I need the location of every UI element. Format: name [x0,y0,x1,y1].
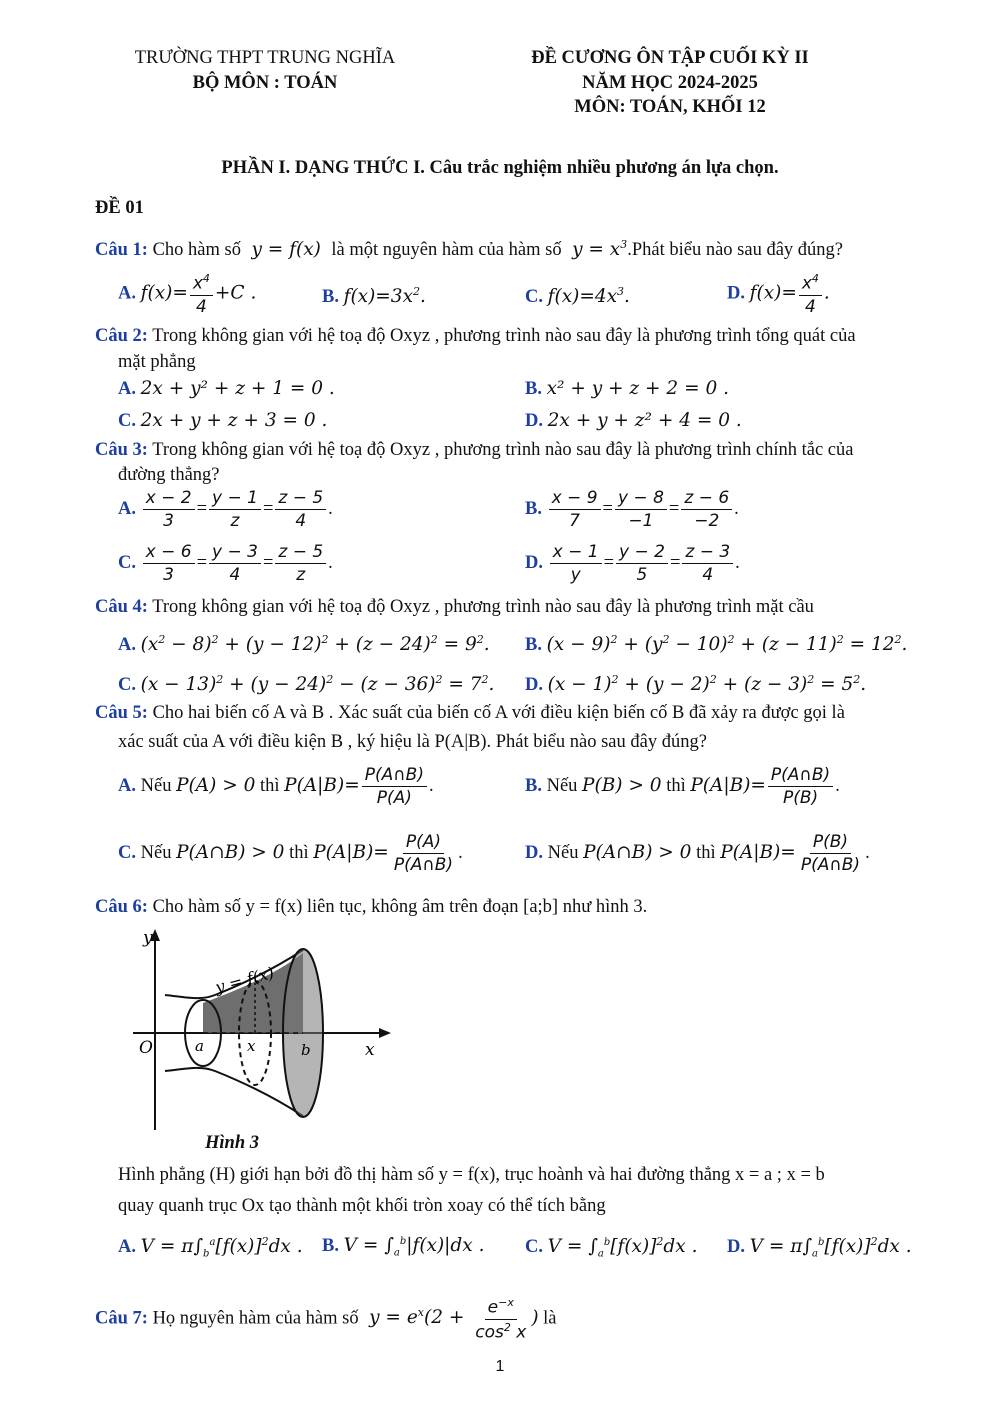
figure-solid-of-revolution [125,925,395,1140]
question-5: Câu 5: Cho hai biến cố A và B . Xác suất của biến cố A với điều kiện biến cố B đã xảy ra được gọi là [95,703,845,723]
q2-text-cont: mặt phẳng [118,352,196,372]
q5-option-d[interactable]: D. Nếu P(A∩B) > 0 thì P(A|B)= $\frac{P(B)}{P(A\cap B)}$ . [525,832,870,875]
svg-text:a: a [195,1037,204,1055]
q1-option-b[interactable]: B. $f(x)=3x^2$. [322,285,426,308]
q1-option-a[interactable]: A. f(x)= $\frac{x^4}{4}$ +C . [118,272,257,317]
q2-option-d[interactable]: D. 2x + y + z² + 4 = 0 . [525,410,742,431]
q3-text-cont: đường thẳng? [118,465,220,485]
figure-caption: Hình 3 [205,1133,259,1153]
department: BỘ MÔN : TOÁN [192,73,338,93]
q6-option-b[interactable]: B. $V = \int_a^b|f(x)|dx$ . [322,1235,485,1259]
q1-option-c[interactable]: C. $f(x)=4x^3$. [525,285,630,308]
question-7: Câu 7: Họ nguyên hàm của hàm số $y = e^x(2$ + $\frac{e^{-x}}{\cos^2 x}$ ) là [95,1296,557,1343]
q6-option-d[interactable]: D. $V = \pi\int_a^b[f(x)]^2dx$ . [727,1235,912,1260]
school-year: NĂM HỌC 2024-2025 [582,73,758,93]
subject: MÔN: TOÁN, KHỐI 12 [574,97,766,117]
q2-option-a[interactable]: A. 2x + y² + z + 1 = 0 . [118,378,335,399]
q5-option-a[interactable]: A. Nếu P(A) > 0 thì P(A|B)= $\frac{P(A\cap B)}{P(A)}$ . [118,765,434,808]
q4-option-a[interactable]: A. $(x^2 - 8)^2 + (y - 12)^2 + (z - 24)^2 = 9^2$. [118,633,490,656]
q3-option-d[interactable]: D. $\frac{x - 1}{y}$ = $\frac{y - 2}{5}$ = $\frac{z - 3}{4}$ . [525,542,740,585]
q4-option-b[interactable]: B. $(x - 9)^2 + (y^2 - 10)^2 + (z - 11)^2 = 12^2$. [525,633,908,656]
svg-text:x: x [365,1040,375,1060]
school-name: TRƯỜNG THPT TRUNG NGHĨA [134,48,396,68]
q4-option-c[interactable]: C. $(x - 13)^2 + (y - 24)^2 - (z - 36)^2 = 7^2$. [118,673,495,696]
question-4: Câu 4: Trong không gian với hệ toạ độ Oxyz , phương trình nào sau đây là phương trình mặt cầu [95,597,814,617]
q5-text-cont: xác suất của A với điều kiện B , ký hiệu là P(A|B). Phát biểu nào sau đây đúng? [118,732,707,752]
q1-option-d[interactable]: D. f(x)= $\frac{x^4}{4}$ . [727,272,830,317]
q2-option-b[interactable]: B. x² + y + z + 2 = 0 . [525,378,729,399]
q5-option-c[interactable]: C. Nếu P(A∩B) > 0 thì P(A|B)= $\frac{P(A)}{P(A\cap B)}$ . [118,832,463,875]
question-1: Câu 1: Cho hàm số y = f(x) là một nguyên hàm của hàm số $y = x^3.Phát$ biểu nào sau đây đúng? [95,238,844,261]
q3-option-a[interactable]: A. $\frac{x - 2}{3}$ = $\frac{y - 1}{z}$ = $\frac{z - 5}{4}$ . [118,488,333,531]
question-2: Câu 2: Trong không gian với hệ toạ độ Oxyz , phương trình nào sau đây là phương trình tổng quát của [95,326,856,346]
q5-option-b[interactable]: B. Nếu P(B) > 0 thì P(A|B)= $\frac{P(A\cap B)}{P(B)}$ . [525,765,840,808]
q4-option-d[interactable]: D. $(x - 1)^2 + (y - 2)^2 + (z - 3)^2 = 5^2$. [525,673,867,696]
svg-text:y = f(x): y = f(x) [213,962,277,997]
q1-label: Câu 1: [95,240,148,261]
svg-text:y: y [143,928,153,948]
svg-text:x: x [247,1037,256,1055]
q6-text-cont: Hình phẳng (H) giới hạn bởi đồ thị hàm số y = f(x), trục hoành và hai đường thẳng x = a ; x = b [118,1165,825,1185]
q6-option-a[interactable]: A. $V = \pi\int_b^a[f(x)]^2dx$ . [118,1235,303,1260]
question-6: Câu 6: Cho hàm số y = f(x) liên tục, không âm trên đoạn [a;b] như hình 3. [95,897,648,917]
q3-option-c[interactable]: C. $\frac{x - 6}{3}$ = $\frac{y - 3}{4}$ = $\frac{z - 5}{z}$ . [118,542,333,585]
exam-label: ĐỀ 01 [95,198,144,218]
q2-option-c[interactable]: C. 2x + y + z + 3 = 0 . [118,410,328,431]
doc-title: ĐỀ CƯƠNG ÔN TẬP CUỐI KỲ II [531,48,809,68]
svg-text:O: O [139,1038,153,1058]
page-number: 1 [495,1358,505,1375]
q3-option-b[interactable]: B. $\frac{x - 9}{7}$ = $\frac{y - 8}{-1}$ = $\frac{z - 6}{-2}$ . [525,488,739,531]
svg-text:b: b [301,1041,311,1059]
q6-option-c[interactable]: C. $V = \int_a^b[f(x)]^2dx$ . [525,1235,698,1260]
section-title: PHẦN I. DẠNG THỨC I. Câu trắc nghiệm nhiều phương án lựa chọn. [221,158,779,178]
q6-text-cont-2: quay quanh trục Ox tạo thành một khối tròn xoay có thể tích bằng [118,1196,606,1216]
question-3: Câu 3: Trong không gian với hệ toạ độ Oxyz , phương trình nào sau đây là phương trình chính tắc của [95,440,854,460]
